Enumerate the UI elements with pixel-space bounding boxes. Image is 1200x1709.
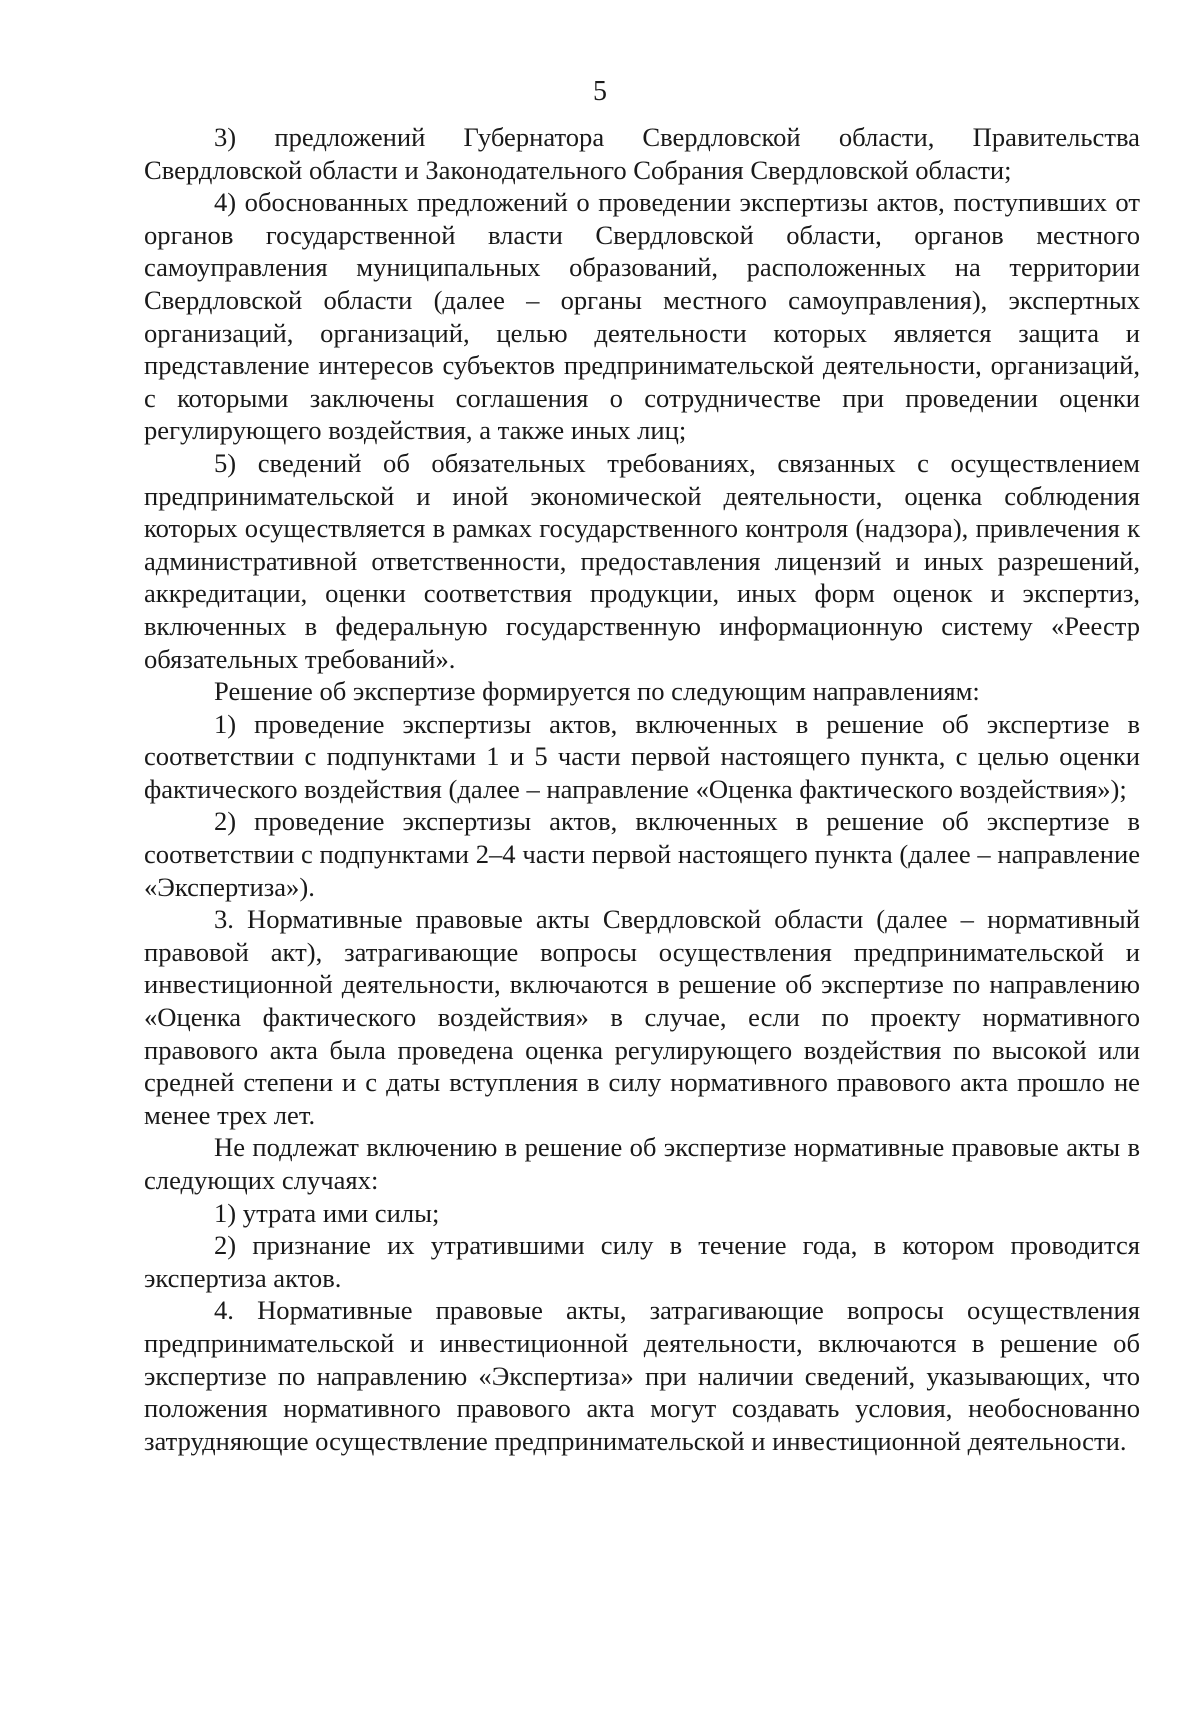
paragraph-item-4: 4) обоснованных предложений о проведении экспертизы актов, поступивших от органов государственной власти Свердловской области, органов местного самоуправления муниципальных образований, расположенных на территории Свердловской области (далее – органы местного самоуправления), экспертных организаций, организаций, целью деятельности которых является защита и представление интересов субъектов предпринимательской деятельности, организаций, с которыми заключены соглашения о сотрудничестве при проведении оценки регулирующего воздействия, а также иных лиц;: [144, 187, 1140, 446]
paragraph-item-5: 5) сведений об обязательных требованиях, связанных с осуществлением предпринимательской и иной экономической деятельности, оценка соблюдения которых осуществляется в рамках государственного контроля (надзора), привлечения к административной ответственности, предоставления лицензий и иных разрешений, аккредитации, оценки соответствия продукции, иных форм оценок и экспертиз, включенных в федеральную государственную информационную систему «Реестр обязательных требований».: [144, 447, 1140, 674]
paragraph-clause-4: 4. Нормативные правовые акты, затрагивающие вопросы осуществления предпринимательской и инвестиционной деятельности, включаются в решение об экспертизе по направлению «Экспертиза» при наличии сведений, указывающих, что положения нормативного правового акта могут создавать условия, необоснованно затрудняющие осуществление предпринимательской и инвестиционной деятельности.: [144, 1295, 1140, 1456]
paragraph-clause-3: 3. Нормативные правовые акты Свердловской области (далее – нормативный правовой акт), затрагивающие вопросы осуществления предпринимательской и инвестиционной деятельности, включаются в решение об экспертизе по направлению «Оценка фактического воздействия» в случае, если по проекту нормативного правового акта была проведена оценка регулирующего воздействия по высокой или средней степени и с даты вступления в силу нормативного правового акта прошло не менее трех лет.: [144, 904, 1140, 1130]
paragraph-item-3: 3) предложений Губернатора Свердловской области, Правительства Свердловской области и Законодательного Собрания Свердловской области;: [144, 122, 1140, 185]
page-number: 5: [593, 76, 607, 107]
paragraph-decision-directions: Решение об экспертизе формируется по следующим направлениям:: [214, 676, 980, 707]
paragraph-direction-2: 2) проведение экспертизы актов, включенных в решение об экспертизе в соответствии с подпунктами 2–4 части первой настоящего пункта (далее – направление «Экспертиза»).: [144, 806, 1140, 902]
document-body: [144, 121, 1140, 1457]
paragraph-exclusions: Не подлежат включению в решение об экспертизе нормативные правовые акты в следующих случаях:: [144, 1132, 1140, 1195]
paragraph-exclusion-2: 2) признание их утратившими силу в течение года, в котором проводится экспертиза актов.: [144, 1230, 1140, 1293]
paragraph-exclusion-1: 1) утрата ими силы;: [214, 1197, 440, 1228]
paragraph-direction-1: 1) проведение экспертизы актов, включенных в решение об экспертизе в соответствии с подпунктами 1 и 5 части первой настоящего пункта, с целью оценки фактического воздействия (далее – направление «Оценка фактического воздействия»);: [144, 708, 1140, 804]
